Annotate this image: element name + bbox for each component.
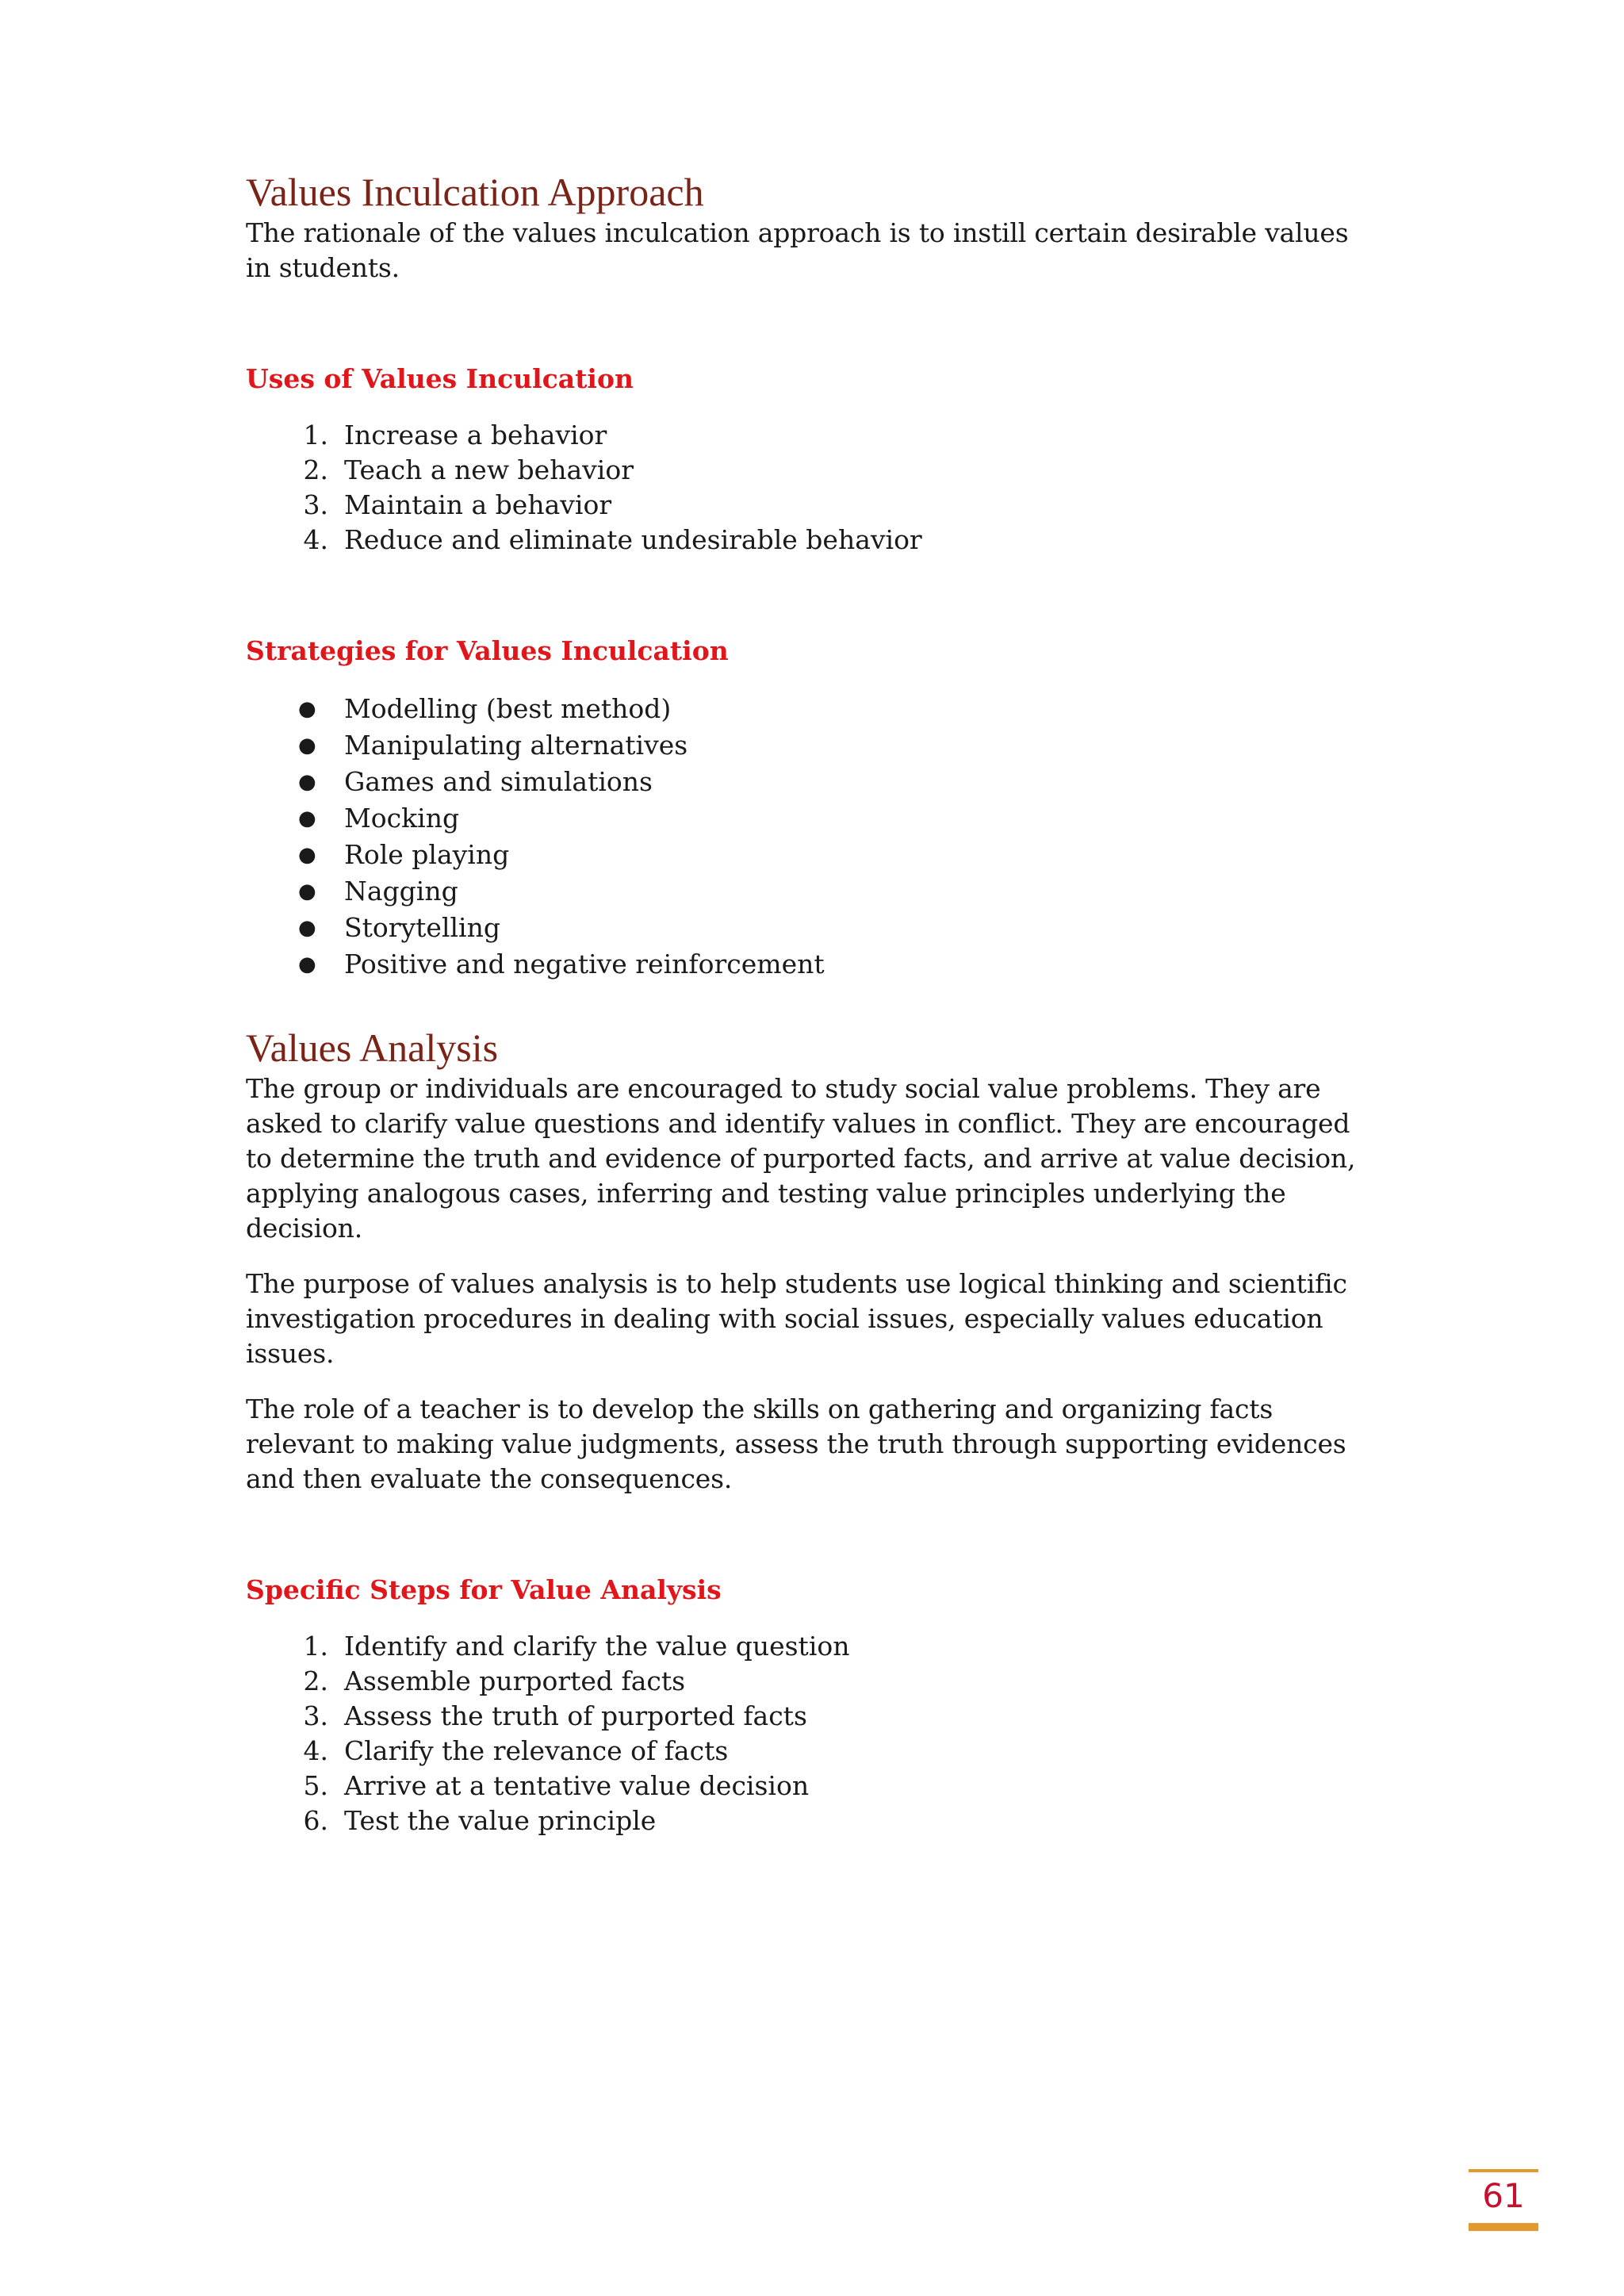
list-item: [246, 837, 1388, 873]
paragraph-line: relevant to making value judgments, assess the truth through supporting evidences: [246, 1428, 1346, 1459]
paragraph-line: issues.: [246, 1338, 335, 1369]
paragraph-line: asked to clarify value questions and identify values in conflict. They are encouraged: [246, 1108, 1350, 1139]
list-number: 5.: [303, 1770, 328, 1801]
list-item-text: Assemble purported facts: [344, 1665, 686, 1696]
bullet-icon: ●: [298, 843, 316, 867]
analysis-paragraph-1: [246, 1071, 1388, 1246]
list-item-text: Manipulating alternatives: [344, 730, 688, 761]
list-item: [246, 946, 1388, 983]
analysis-paragraph-2: [246, 1267, 1388, 1371]
list-item: [246, 1629, 1388, 1664]
list-item-text: Modelling (best method): [344, 693, 672, 724]
list-item: [246, 1803, 1388, 1838]
bullet-icon: ●: [298, 807, 316, 830]
list-number: 3.: [303, 1700, 328, 1731]
list-item: [246, 873, 1388, 910]
strategies-heading: Strategies for Values Inculcation: [246, 635, 729, 666]
list-item: [246, 727, 1388, 764]
list-item-text: Arrive at a tentative value decision: [344, 1770, 810, 1801]
list-item-text: Teach a new behavior: [344, 454, 634, 485]
uses-list: [246, 418, 1388, 558]
paragraph-line: applying analogous cases, inferring and testing value principles underlying the: [246, 1178, 1286, 1209]
list-item-text: Test the value principle: [344, 1805, 657, 1836]
intro-line: in students.: [246, 252, 400, 283]
list-item: [246, 418, 1388, 453]
analysis-paragraph-3: [246, 1392, 1388, 1497]
section-title-values-analysis: Values Analysis: [246, 1025, 499, 1070]
list-item: [246, 691, 1388, 727]
intro-paragraph: [246, 216, 1388, 286]
list-number: 3.: [303, 489, 328, 520]
list-item: [246, 1699, 1388, 1734]
bullet-icon: ●: [298, 734, 316, 757]
intro-line: The rationale of the values inculcation approach is to instill certain desirable values: [246, 217, 1349, 248]
page-content: [246, 168, 1388, 1838]
paragraph-line: The purpose of values analysis is to help students use logical thinking and scientific: [246, 1268, 1347, 1299]
bullet-icon: ●: [298, 953, 316, 976]
steps-list: [246, 1629, 1388, 1838]
list-item-text: Games and simulations: [344, 766, 653, 797]
list-item-text: Clarify the relevance of facts: [344, 1735, 729, 1766]
list-item: [246, 523, 1388, 558]
list-item-text: Storytelling: [344, 912, 500, 943]
list-number: 6.: [303, 1805, 328, 1836]
list-item: [246, 800, 1388, 837]
list-item-text: Maintain a behavior: [344, 489, 612, 520]
paragraph-line: and then evaluate the consequences.: [246, 1463, 733, 1494]
list-number: 1.: [303, 1631, 328, 1662]
list-item-text: Reduce and eliminate undesirable behavior: [344, 524, 922, 555]
list-number: 2.: [303, 1665, 328, 1696]
list-number: 1.: [303, 420, 328, 450]
list-item: [246, 1769, 1388, 1803]
bullet-icon: ●: [298, 697, 316, 721]
list-item-text: Identify and clarify the value question: [344, 1631, 850, 1662]
steps-heading: Specific Steps for Value Analysis: [246, 1574, 722, 1605]
section-title-values-inculcation: Values Inculcation Approach: [246, 170, 704, 214]
list-item-text: Role playing: [344, 839, 510, 870]
paragraph-line: investigation procedures in dealing with social issues, especially values education: [246, 1303, 1323, 1334]
paragraph-line: The group or individuals are encouraged to study social value problems. They are: [246, 1073, 1321, 1104]
uses-heading: Uses of Values Inculcation: [246, 363, 634, 394]
list-item: [246, 488, 1388, 523]
list-item: [246, 453, 1388, 488]
list-item: [246, 910, 1388, 946]
list-number: 4.: [303, 1735, 328, 1766]
list-item: [246, 764, 1388, 800]
paragraph-line: decision.: [246, 1213, 362, 1244]
list-item-text: Increase a behavior: [344, 420, 607, 450]
bullet-icon: ●: [298, 880, 316, 903]
list-item-text: Positive and negative reinforcement: [344, 949, 825, 979]
strategies-list: [246, 691, 1388, 983]
bullet-icon: ●: [298, 916, 316, 940]
list-item-text: Mocking: [344, 803, 460, 834]
list-item: [246, 1734, 1388, 1769]
paragraph-line: to determine the truth and evidence of purported facts, and arrive at value decision,: [246, 1143, 1356, 1174]
list-item-text: Assess the truth of purported facts: [344, 1700, 807, 1731]
list-item-text: Nagging: [344, 876, 458, 907]
paragraph-line: The role of a teacher is to develop the skills on gathering and organizing facts: [246, 1393, 1274, 1424]
bullet-icon: ●: [298, 770, 316, 794]
page-number: 61: [1469, 2169, 1538, 2231]
list-number: 2.: [303, 454, 328, 485]
list-number: 4.: [303, 524, 328, 555]
list-item: [246, 1664, 1388, 1699]
